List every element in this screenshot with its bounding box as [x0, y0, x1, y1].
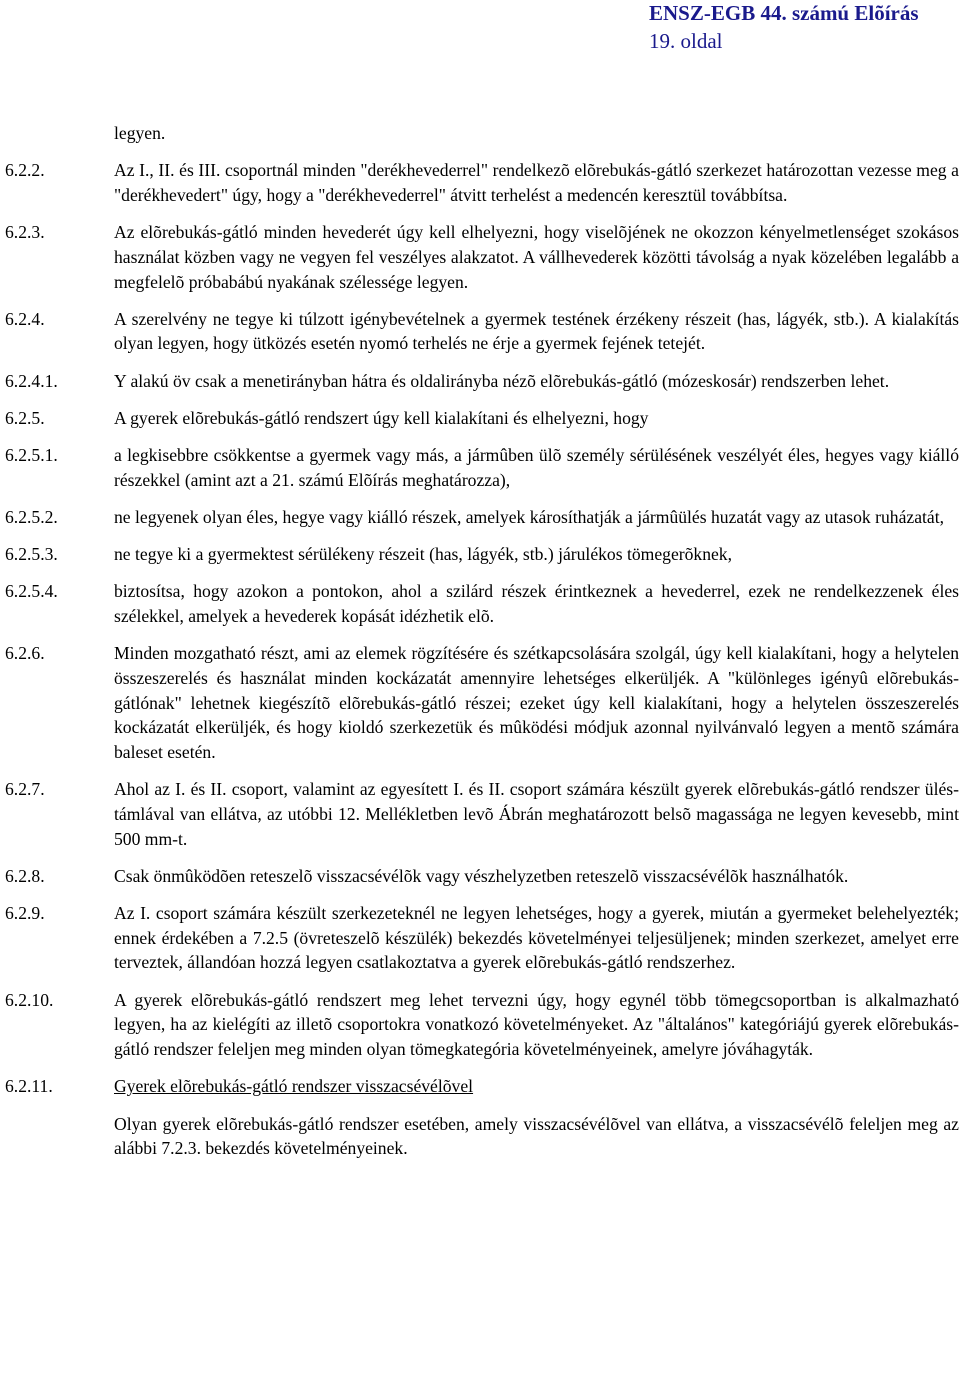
section-6-2-6 [5, 641, 959, 765]
section-6-2-9 [5, 901, 959, 975]
section-text: ne tegye ki a gyermektest sérülékeny részeit (has, lágyék, stb.) járulékos tömegerõknek, [114, 544, 733, 565]
section-number: 6.2.5.4. [5, 581, 58, 602]
section-number: 6.2.4. [5, 308, 45, 329]
section-text: Minden mozgatható részt, ami az elemek rögzítésére és szétkapcsolására szolgál, úgy kell kialakítani, hogy a helytelen összeszerelés és használat minden kockázatát amennyire lehetséges elkerüljék. A "különleges igényû elõrebukás-gátlónak" lehetnek kiegészítõ elõrebukás-gátló részei; ezeket úgy kell kialakítani, hogy a helytelen összeszerelés kockázatát elkerüljék, és hogy kioldó szerkezetük és mûködési módjuk azonnal nyilvánvaló legyen a mentõ számára baleset esetén. [114, 643, 959, 763]
section-text: biztosítsa, hogy azokon a pontokon, ahol a szilárd részek érintkeznek a hevederrel, ezek ne rendelkezzenek éles szélekkel, amelyek a hevederek kopását idézhetik elõ. [114, 581, 959, 627]
section-6-2-2 [5, 158, 959, 207]
section-number: 6.2.5.3. [5, 544, 58, 565]
section-number: 6.2.3. [5, 222, 45, 243]
section-text: Az I. csoport számára készült szerkezeteknél ne legyen lehetséges, hogy a gyerek, miután a gyermeket belehelyezték; ennek érdekében a 7.2.5 (övreteszelõ készülék) bekezdés követelményei teljesüljenek; minden szerkezet, amelyet erre terveztek, állandóan hozzá legyen csatlakoztatva a gyerek elõrebukás-gátló rendszerhez. [114, 903, 959, 973]
section-number: 6.2.6. [5, 643, 45, 664]
header-title: ENSZ-EGB 44. számú Elõírás [649, 1, 919, 25]
lead-text: legyen. [114, 123, 166, 143]
section-6-2-7 [5, 777, 959, 851]
section-number: 6.2.7. [5, 779, 45, 800]
section-6-2-10 [5, 988, 959, 1062]
section-number: 6.2.8. [5, 865, 45, 886]
section-number: 6.2.5.1. [5, 445, 58, 466]
section-6-2-5-3 [5, 542, 959, 567]
section-text: Az elõrebukás-gátló minden hevederét úgy kell elhelyezni, hogy viselõjének ne okozzon kényelmetlenséget szokásos használat közben vagy ne vegyen fel veszélyes alakzatot. A vállhevederek közötti távolság a nyak közelében legalább a megfelelõ próbabábú nyakának szélessége legyen. [114, 222, 959, 292]
section-text: A szerelvény ne tegye ki túlzott igénybevételnek a gyermek testének érzékeny részeit (has, lágyék, stb.). A kialakítás olyan legyen, hogy ütközés esetén nyomó terhelés ne érje a gyermek fejének tetejét. [114, 308, 959, 354]
section-number: 6.2.5.2. [5, 506, 58, 527]
section-6-2-5-4 [5, 579, 959, 628]
section-number: 6.2.5. [5, 407, 45, 428]
section-text: Ahol az I. és II. csoport, valamint az egyesített I. és II. csoport számára készült gyerek elõrebukás-gátló rendszer üléstámlával van ellátva, az utóbbi 12. Mellékletben levõ Ábrán meghatározott belsõ magassága ne legyen kevesebb, mint 500 mm-t. [114, 779, 959, 849]
section-6-2-5-2 [5, 505, 959, 530]
section-heading: Gyerek elõrebukás-gátló rendszer visszacsévélõvel [114, 1076, 474, 1097]
section-text: A gyerek elõrebukás-gátló rendszert úgy kell kialakítani és elhelyezni, hogy [114, 407, 649, 428]
document-body [5, 121, 959, 1179]
section-text: Az I., II. és III. csoportnál minden "derékhevederrel" rendelkezõ elõrebukás-gátló szerkezet határozottan vezesse meg a "derékhevedert" úgy, hogy a "derékhevederrel" átvitt terhelést a medencén keresztül továbbítsa. [114, 160, 959, 205]
section-text: A gyerek elõrebukás-gátló rendszert meg lehet tervezni úgy, hogy egynél több tömegcsoportban is alkalmazható legyen, ha az kielégíti az illetõ csoportokra vonatkozó követelményeket. Az "általános" kategóriájú gyerek elõrebukás-gátló rendszer feleljen meg minden olyan tömegkategória követelményeinek, amelyre jóváhagyták. [114, 989, 959, 1060]
section-6-2-5-1 [5, 443, 959, 492]
section-text: Y alakú öv csak a menetirányban hátra és oldalirányba nézõ elõrebukás-gátló (mózeskosár) rendszerben lehet. [114, 370, 890, 391]
section-6-2-11 [5, 1074, 959, 1099]
section-text: Csak önmûködõen reteszelõ visszacsévélõk vagy vészhelyzetben reteszelõ visszacsévélõk használhatók. [114, 865, 849, 886]
section-number: 6.2.11. [5, 1076, 53, 1097]
section-number: 6.2.10. [5, 989, 54, 1010]
section-6-2-8 [5, 864, 959, 889]
closing-paragraph: Olyan gyerek elõrebukás-gátló rendszer esetében, amely visszacsévélõvel van ellátva, a visszacsévélõ feleljen meg az alábbi 7.2.3. bekezdés követelményeinek. [114, 1113, 959, 1159]
section-number: 6.2.2. [5, 160, 45, 181]
page-header [647, 0, 927, 56]
header-page-number: 19. oldal [649, 29, 723, 53]
section-number: 6.2.9. [5, 903, 45, 924]
section-6-2-5 [5, 406, 959, 431]
section-6-2-4-1 [5, 369, 959, 394]
section-6-2-3 [5, 220, 959, 294]
section-text: ne legyenek olyan éles, hegye vagy kiálló részek, amelyek károsíthatják a jármûülés huzatát vagy az utasok ruházatát, [114, 506, 944, 527]
section-6-2-4 [5, 307, 959, 356]
section-text: a legkisebbre csökkentse a gyermek vagy más, a jármûben ülõ személy sérülésének veszélyét éles, hegyes vagy kiálló részekkel (amint azt a 21. számú Elõírás meghatározza), [114, 445, 959, 490]
section-number: 6.2.4.1. [5, 370, 58, 391]
